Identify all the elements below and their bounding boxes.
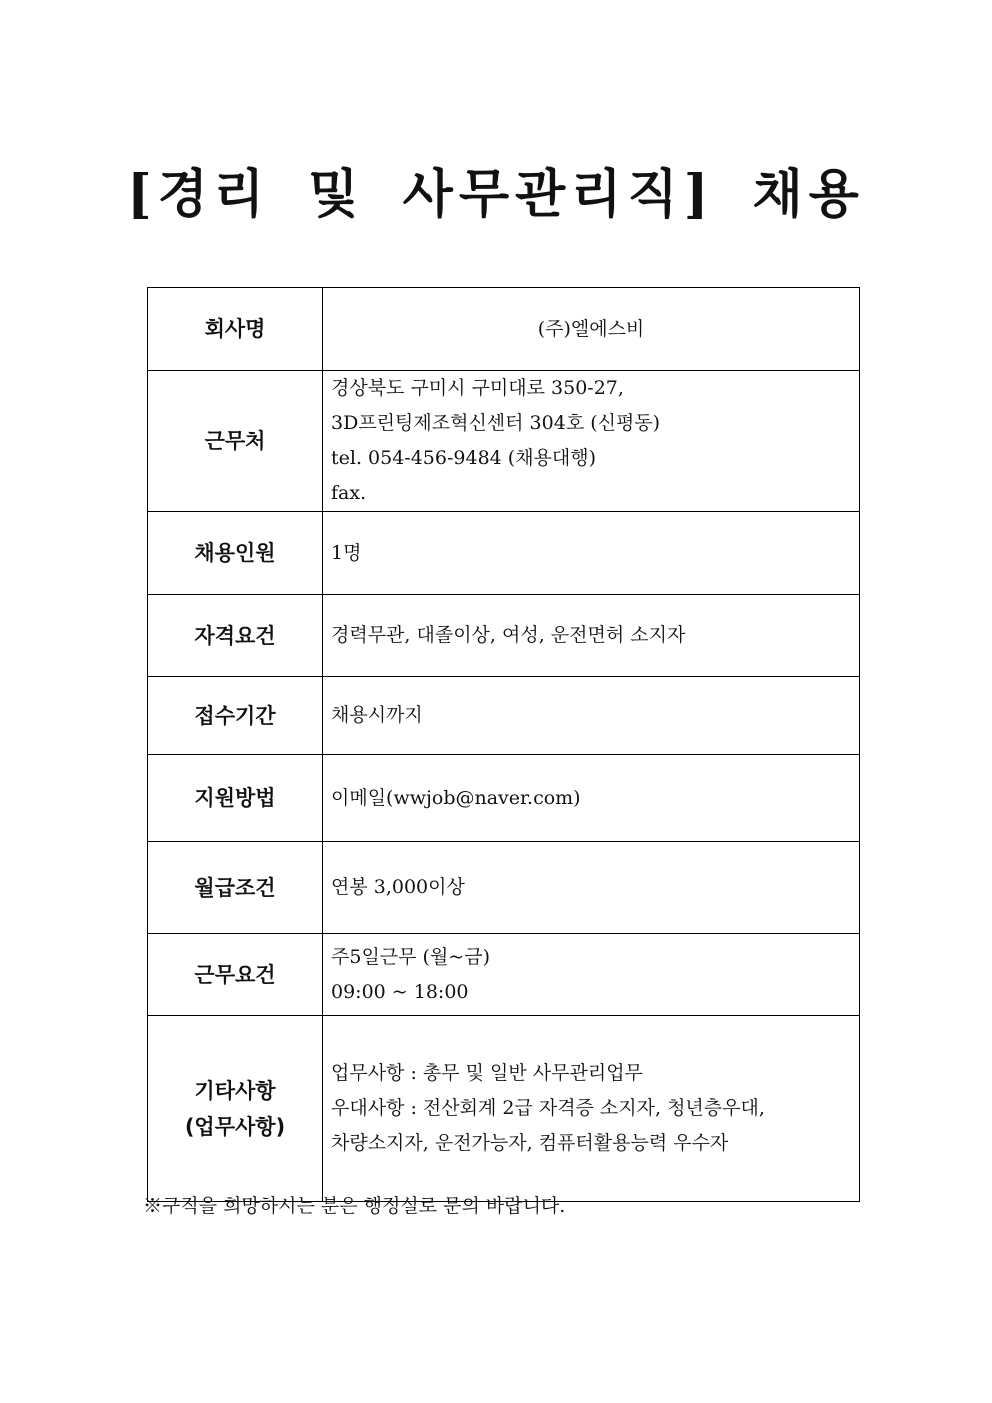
headcount-value: 1명 bbox=[331, 541, 362, 564]
footnote: ※구직을 희망하시는 분은 행정실로 문의 바랍니다. bbox=[143, 1195, 566, 1217]
workplace-fax: fax. bbox=[331, 482, 367, 504]
table-row bbox=[148, 512, 860, 595]
table-row bbox=[148, 595, 860, 677]
row-value-salary bbox=[323, 842, 860, 934]
row-value-work-conditions bbox=[323, 934, 860, 1016]
workplace-address-line1: 경상북도 구미시 구미대로 350-27, bbox=[331, 377, 624, 399]
work-days: 주5일근무 (월~금) bbox=[331, 945, 490, 968]
other-label-line1: 기타사항 bbox=[194, 1078, 276, 1103]
table-row bbox=[148, 677, 860, 755]
row-label-company: 회사명 bbox=[148, 288, 323, 371]
row-label-work-conditions: 근무요건 bbox=[148, 934, 323, 1016]
row-value-other bbox=[323, 1016, 860, 1202]
how-to-apply-value: 이메일(wwjob@naver.com) bbox=[331, 786, 581, 809]
row-value-company bbox=[323, 288, 860, 371]
table-row bbox=[148, 371, 860, 512]
row-label-headcount: 채용인원 bbox=[148, 512, 323, 595]
other-label-line2: (업무사항) bbox=[184, 1114, 286, 1139]
row-label-how-to-apply: 지원방법 bbox=[148, 755, 323, 842]
preferences-line2: 차량소지자, 운전가능자, 컴퓨터활용능력 우수자 bbox=[331, 1132, 729, 1154]
workplace-address-line2: 3D프린팅제조혁신센터 304호 (신평동) bbox=[331, 412, 661, 434]
salary-value: 연봉 3,000이상 bbox=[331, 876, 465, 898]
page-title: [경리 및 사무관리직] 채용 bbox=[127, 164, 865, 225]
row-label-workplace: 근무처 bbox=[148, 371, 323, 512]
workplace-tel: tel. 054-456-9484 (채용대행) bbox=[331, 447, 597, 469]
row-label-qualifications: 자격요건 bbox=[148, 595, 323, 677]
duties: 업무사항 : 총무 및 일반 사무관리업무 bbox=[331, 1062, 643, 1084]
work-hours: 09:00 ~ 18:00 bbox=[331, 980, 469, 1003]
table-row bbox=[148, 934, 860, 1016]
job-info-table bbox=[147, 287, 860, 1202]
company-name: (주)엘에스비 bbox=[537, 317, 645, 340]
row-value-workplace bbox=[323, 371, 860, 512]
qualifications-value: 경력무관, 대졸이상, 여성, 운전면허 소지자 bbox=[331, 624, 686, 646]
table-row bbox=[148, 842, 860, 934]
row-value-how-to-apply bbox=[323, 755, 860, 842]
row-value-application-period bbox=[323, 677, 860, 755]
row-value-qualifications bbox=[323, 595, 860, 677]
row-value-headcount bbox=[323, 512, 860, 595]
table-row bbox=[148, 288, 860, 371]
application-period-value: 채용시까지 bbox=[331, 704, 423, 726]
row-label-salary: 월급조건 bbox=[148, 842, 323, 934]
table-row bbox=[148, 755, 860, 842]
preferences-line1: 우대사항 : 전산회계 2급 자격증 소지자, 청년층우대, bbox=[331, 1097, 765, 1119]
table-row bbox=[148, 1016, 860, 1202]
row-label-other bbox=[148, 1016, 323, 1202]
row-label-application-period: 접수기간 bbox=[148, 677, 323, 755]
